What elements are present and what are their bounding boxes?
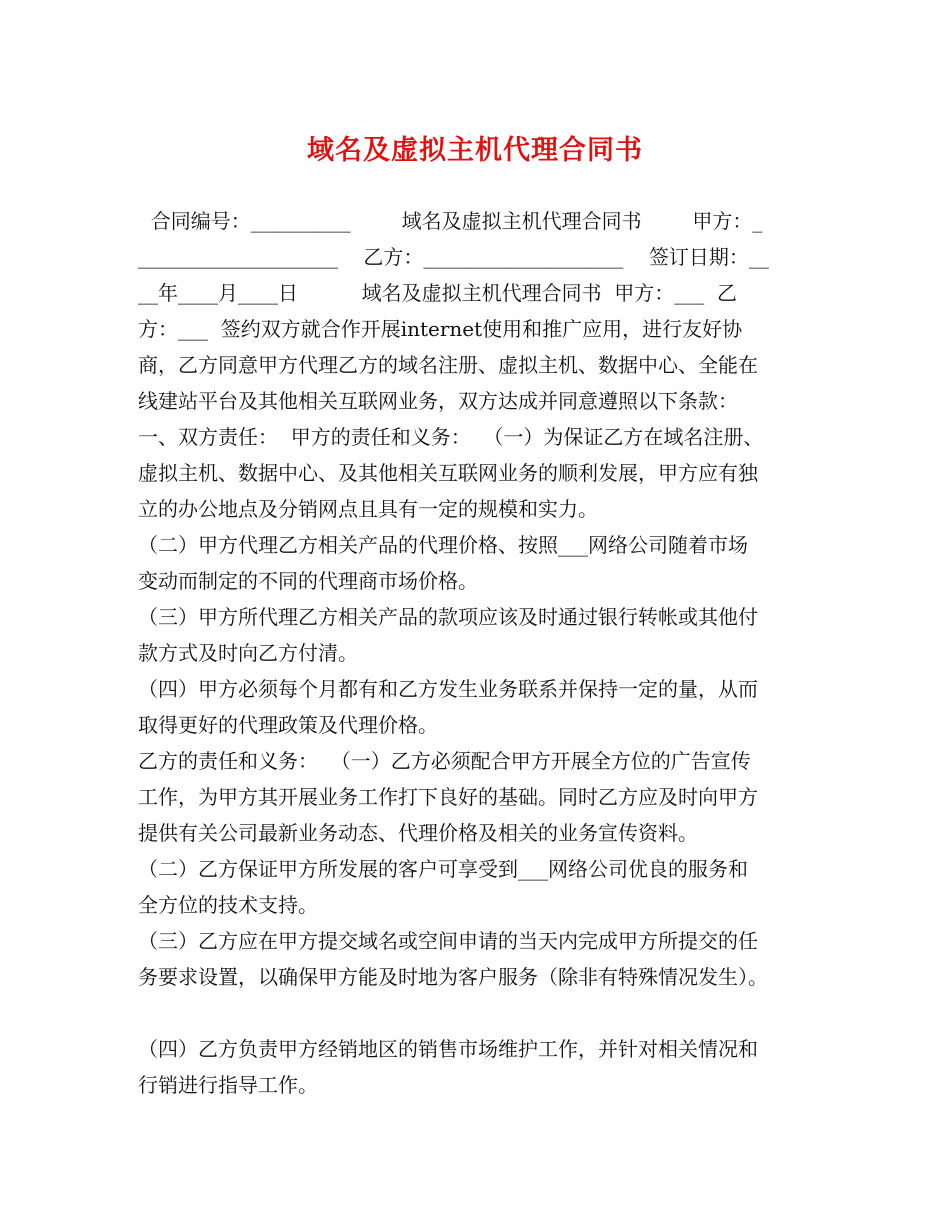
text-line: 一、双方责任： 甲方的责任和义务： （一）为保证乙方在域名注册、 <box>138 425 764 449</box>
text-line: 线建站平台及其他相关互联网业务，双方达成并同意遵照以下条款： <box>138 389 738 413</box>
text-line: 虚拟主机、数据中心、及其他相关互联网业务的顺利发展，甲方应有独 <box>138 461 758 485</box>
text-line: 取得更好的代理政策及代理价格。 <box>138 713 438 737</box>
text-line: 务要求设置，以确保甲方能及时地为客户服务（除非有特殊情况发生）。 <box>138 965 768 989</box>
text-line: 乙方的责任和义务： （一）乙方必须配合甲方开展全方位的广告宣传 <box>138 749 751 773</box>
text-line: （四）甲方必须每个月都有和乙方发生业务联系并保持一定的量，从而 <box>138 677 758 701</box>
text-line: __年____月____日 域名及虚拟主机代理合同书 甲方：___ 乙 <box>138 281 738 305</box>
text-line: （三）甲方所代理乙方相关产品的款项应该及时通过银行转帐或其他付 <box>138 605 758 629</box>
text-line: 合同编号：__________ 域名及虚拟主机代理合同书 甲方：_ <box>138 209 763 233</box>
text-line: （三）乙方应在甲方提交域名或空间申请的当天内完成甲方所提交的任 <box>138 929 758 953</box>
text-line: 行销进行指导工作。 <box>138 1073 318 1097</box>
text-line: 款方式及时向乙方付清。 <box>138 641 358 665</box>
document-body <box>138 203 818 1103</box>
text-line: 提供有关公司最新业务动态、代理价格及相关的业务宣传资料。 <box>138 821 698 845</box>
text-line: 方：___ 签约双方就合作开展internet使用和推广应用，进行友好协 <box>138 317 743 341</box>
text-line: （二）甲方代理乙方相关产品的代理价格、按照___网络公司随着市场 <box>138 533 748 557</box>
text-line: 商，乙方同意甲方代理乙方的域名注册、虚拟主机、数据中心、全能在 <box>138 353 758 377</box>
text-line: 全方位的技术支持。 <box>138 893 318 917</box>
document-title: 域名及虚拟主机代理合同书 <box>307 135 643 166</box>
paragraph-gap <box>138 995 818 1031</box>
text-line: 工作，为甲方其开展业务工作打下良好的基础。同时乙方应及时向甲方 <box>138 785 758 809</box>
text-line: （二）乙方保证甲方所发展的客户可享受到___网络公司优良的服务和 <box>138 857 748 881</box>
text-line: （四）乙方负责甲方经销地区的销售市场维护工作，并针对相关情况和 <box>138 1037 758 1061</box>
text-line: 立的办公地点及分销网点且具有一定的规模和实力。 <box>138 497 598 521</box>
text-line: 变动而制定的不同的代理商市场价格。 <box>138 569 478 593</box>
text-line: ____________________ 乙方：____________________ 签订日期：__ <box>138 245 769 269</box>
